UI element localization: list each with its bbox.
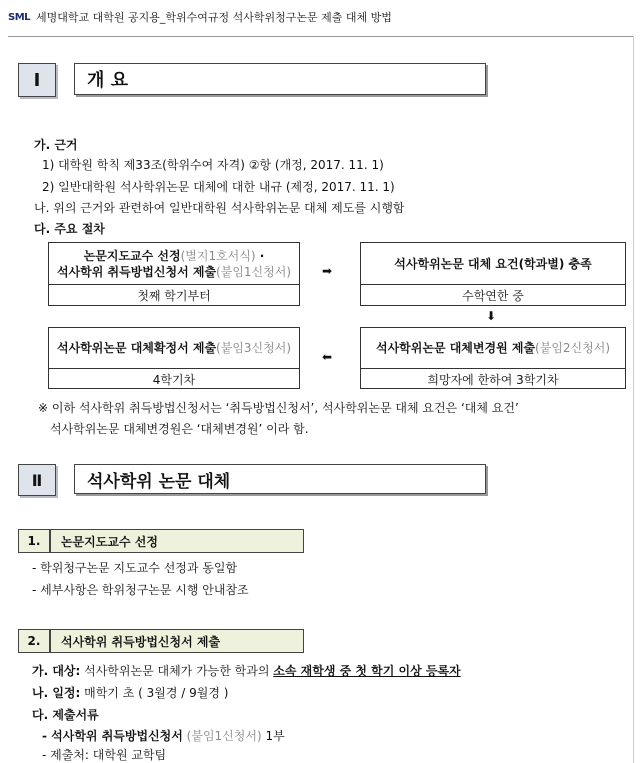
document-item-1: [42, 727, 285, 744]
implementation-line: 나. 위의 근거와 관련하여 일반대학원 석사학위논문 대체 제도를 시행함: [34, 201, 405, 215]
flow-step-requirement: [360, 242, 626, 306]
document-item-1-count: 1부: [261, 729, 285, 743]
section1-title: 개 요: [74, 63, 486, 95]
flow-step3-timing: 희망자에 한하여 3학기차: [427, 372, 559, 387]
note-line-2: 석사학위논문 대체변경원은 ‘대체변경원’ 이라 함.: [50, 422, 309, 436]
target-line: [32, 662, 461, 679]
arrow-down-icon: ⬇: [486, 309, 497, 323]
document-item-2: - 제출처: 대학원 교학팀: [42, 748, 167, 762]
subsection1-number: 1.: [18, 529, 50, 553]
flow-step-advisor: [48, 242, 300, 306]
flow-step-change: [360, 327, 626, 389]
flow-step4-title: 석사학위논문 대체확정서 제출: [56, 341, 217, 355]
section1-number: Ⅰ: [18, 63, 56, 97]
basis-item-1: 1) 대학원 학칙 제33조(학위수여 자격) ②항 (개정, 2017. 11. 1): [42, 158, 384, 172]
section2-number: Ⅱ: [18, 464, 56, 496]
header-divider: [8, 36, 634, 37]
flow-step4-attachment: (붙임3신청서): [216, 341, 292, 355]
basis-item-2: 2) 일반대학원 석사학위논문 대체에 대한 내규 (제정, 2017. 11. 1): [42, 180, 395, 194]
page-margin-line: [633, 36, 634, 763]
subsection2-number: 2.: [18, 629, 50, 653]
section2-title: 석사학위 논문 대체: [74, 464, 486, 494]
schedule-text: 매학기 초 ( 3월경 / 9월경 ): [80, 686, 229, 700]
target-text: 석사학위논문 대체가 가능한 학과의: [80, 664, 274, 678]
flow-step1-form: (별지1호서식): [180, 248, 256, 263]
arrow-right-icon: ➡: [322, 264, 333, 278]
subsection2-title: 석사학위 취득방법신청서 제출: [50, 629, 304, 653]
document-header: [8, 9, 392, 25]
note-line-1: ※ 이하 석사학위 취득방법신청서는 ‘취득방법신청서’, 석사학위논문 대체 요건은 ‘대체 요건’: [38, 401, 519, 415]
subsection1-item-2: - 세부사항은 학위청구논문 시행 안내참조: [32, 583, 249, 597]
arrow-left-icon: ⬅: [322, 350, 333, 364]
schedule-line: [32, 684, 228, 701]
flow-step1-dot: ·: [255, 248, 265, 263]
basis-label: 가. 근거: [34, 138, 78, 152]
schedule-label: 나. 일정:: [32, 686, 81, 700]
document-title: 세명대학교 대학원 공지용_학위수여규정 석사학위청구논문 제출 대체 방법: [36, 11, 392, 24]
documents-label: 다. 제출서류: [32, 708, 99, 722]
flow-step2-timing: 수학연한 중: [462, 289, 524, 303]
target-emphasis: 소속 재학생 중 첫 학기 이상 등록자: [273, 664, 461, 678]
flow-step1-line2: 석사학위 취득방법신청서 제출: [56, 264, 217, 279]
flow-step1-attachment: (붙임1신청서): [216, 264, 292, 279]
flow-step-confirmation: [48, 327, 300, 389]
flow-step1-timing: 첫째 학기부터: [137, 289, 211, 303]
document-item-1-attachment: (붙임1신청서): [182, 729, 262, 743]
target-label: 가. 대상:: [32, 664, 81, 678]
subsection1-item-1: - 학위청구논문 지도교수 선정과 동일함: [32, 561, 238, 575]
subsection1-title: 논문지도교수 선정: [50, 529, 304, 553]
flow-step3-title: 석사학위논문 대체변경원 제출: [375, 341, 536, 355]
flow-step2-title: 석사학위논문 대체 요건(학과별) 충족: [361, 243, 625, 285]
flow-step4-timing: 4학기차: [152, 372, 196, 387]
flow-step3-attachment: (붙임2신청서): [535, 341, 611, 355]
procedure-label: 다. 주요 절차: [34, 222, 105, 236]
university-logo: SML: [8, 11, 31, 23]
flow-step1-line1: 논문지도교수 선정: [83, 248, 181, 263]
document-item-1-name: - 석사학위 취득방법신청서: [42, 729, 183, 743]
